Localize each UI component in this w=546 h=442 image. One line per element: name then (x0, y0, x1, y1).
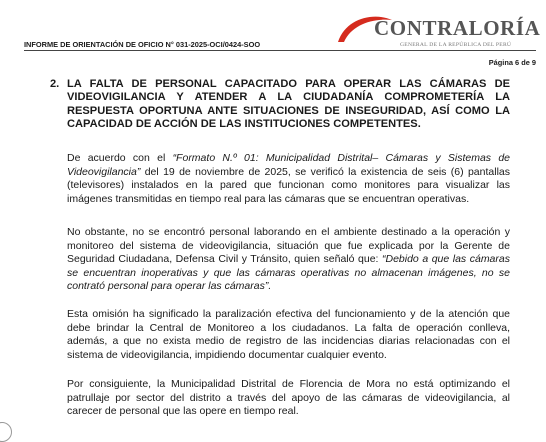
paragraph-1-text-a: De acuerdo con el (67, 152, 173, 164)
paragraph-1 (67, 152, 510, 206)
logo-subtitle: GENERAL DE LA REPÚBLICA DEL PERÚ (400, 42, 512, 48)
paragraph-1-text-c: del 19 de noviembre de 2025, se verificó la existencia de seis (6) pantallas (televisores) instalados en la pared que funcionan como monitores para visualizar las imágenes transmitidas en tiempo real para las cámaras que se encuentran operativas. (67, 165, 510, 205)
report-reference: INFORME DE ORIENTACIÓN DE OFICIO N° 031-2025-OCI/0424-SOO (24, 40, 261, 49)
paragraph-4: Por consiguiente, la Municipalidad Distrital de Florencia de Mora no está optimizando el patrullaje por sector del distrito a través del apoyo de las cámaras de videovigilancia, al carecer de personal que las opere en tiempo real. (67, 378, 510, 418)
header-divider (24, 50, 536, 51)
logo-title: CONTRALORÍA (374, 16, 541, 40)
paragraph-1-quote: “Formato N.º 01: Municipalidad Distrital– Cámaras y Sistemas de Videovigilancia” (67, 152, 511, 178)
paragraph-2-text-a: No obstante, no se encontró personal laborando en el ambiente destinado a la operación y monitoreo del sistema de videovigilancia, situación que fue explicada por la Gerente de Seguridad Ciudadana, Defensa Civil y Tránsito, quien señaló que: (67, 226, 510, 266)
contraloria-logo (334, 12, 541, 52)
section-heading (50, 78, 510, 132)
section-heading-text: LA FALTA DE PERSONAL CAPACITADO PARA OPERAR LAS CÁMARAS DE VIDEOVIGILANCIA Y ATENDER A LA CIUDADANÍA COMPROMETERÍA LA RESPUESTA OPORTUNA ANTE SITUACIONES DE INSEGURIDAD, ASÍ COMO LA CAPACIDAD DE ACCIÓN DE LAS INSTITUCIONES COMPETENTES. (67, 78, 510, 131)
paragraph-3: Esta omisión ha significado la paralización efectiva del funcionamiento y de la atención que debe brindar la Central de Monitoreo a los ciudadanos. La falta de operación conlleva, además, a que no exista medio de registro de las incidencias diarias relacionadas con el sistema de videovigilancia, impidiendo documentar cualquier evento. (67, 308, 510, 361)
page-indicator: Página 6 de 9 (488, 58, 536, 67)
paragraph-2 (67, 226, 510, 294)
paragraph-2-quote: “Debido a que las cámaras se encuentran inoperativas y que las cámaras operativas no almacenan imágenes, no se contrató personal para operar las cámaras”. (67, 253, 510, 293)
page-corner-mark (0, 422, 12, 442)
section-number: 2. (50, 78, 60, 90)
